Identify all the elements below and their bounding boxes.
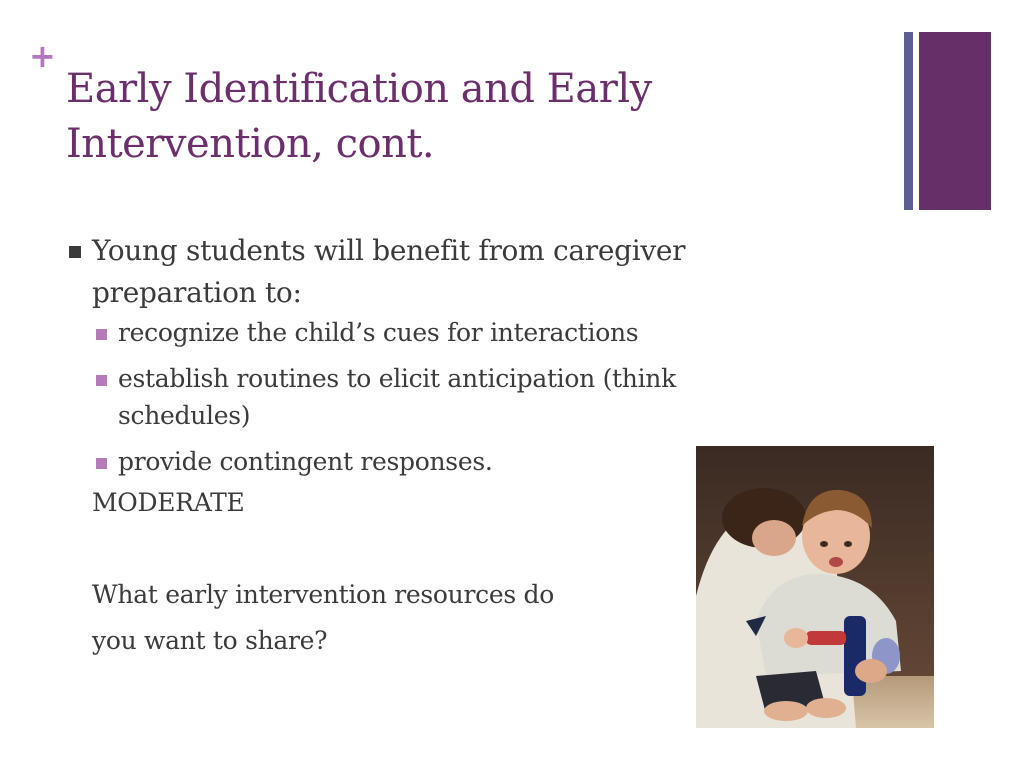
sub-bullet-text: establish routines to elicit anticipation (think schedules) bbox=[118, 364, 676, 430]
sub-bullet-item bbox=[66, 443, 766, 480]
bullet-item bbox=[66, 230, 766, 314]
slide-title: Early Identification and Early Intervention, cont. bbox=[66, 66, 652, 167]
square-bullet-icon bbox=[96, 458, 107, 469]
square-bullet-icon bbox=[69, 246, 81, 258]
moderate-label: MODERATE bbox=[92, 488, 245, 517]
sub-bullet-item bbox=[66, 360, 766, 434]
sub-bullet-text: recognize the child’s cues for interactions bbox=[118, 318, 639, 347]
square-bullet-icon bbox=[96, 329, 107, 340]
accent-bar-thick bbox=[919, 32, 991, 210]
plus-icon: + bbox=[29, 37, 56, 75]
slide-body bbox=[66, 230, 766, 664]
question-line-1: What early intervention resources do bbox=[92, 580, 554, 609]
question-line-2: you want to share? bbox=[92, 626, 328, 655]
bullet-text: Young students will benefit from caregiver preparation to: bbox=[92, 234, 686, 309]
child-photo bbox=[696, 446, 934, 728]
sub-bullet-text: provide contingent responses. bbox=[118, 447, 493, 476]
accent-bar-thin bbox=[904, 32, 913, 210]
square-bullet-icon bbox=[96, 375, 107, 386]
sub-bullet-item bbox=[66, 314, 766, 351]
